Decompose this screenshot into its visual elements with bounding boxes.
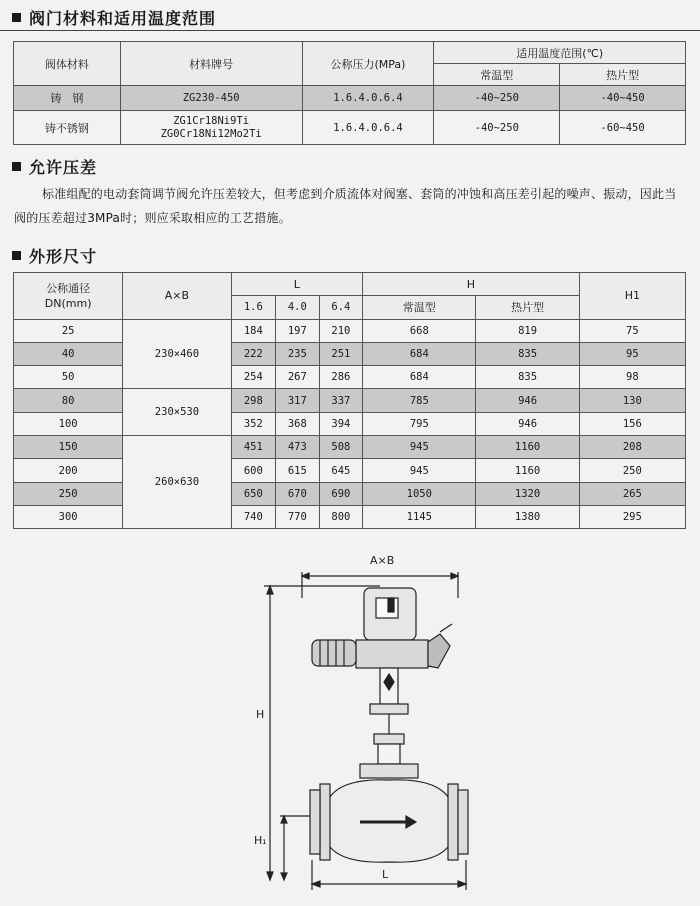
cell-hn: 785: [363, 389, 476, 412]
cell-grade-line-1: ZG1Cr18Ni9Ti: [173, 114, 250, 127]
cell-dn: 25: [14, 319, 123, 342]
cell-l3: 645: [319, 459, 363, 482]
cell-hn: 684: [363, 366, 476, 389]
table-row: [14, 389, 686, 412]
cell-h1: 75: [579, 319, 685, 342]
table-row: [14, 505, 686, 528]
cell-l2: 267: [276, 366, 320, 389]
cell-l1: 600: [231, 459, 276, 482]
cell-h1: 208: [579, 436, 685, 459]
table-row: [14, 412, 686, 435]
cell-l2: 317: [276, 389, 320, 412]
cell-l1: 740: [231, 505, 276, 528]
cell-h1: 250: [579, 459, 685, 482]
header-body-material: 阀体材料: [14, 42, 121, 86]
materials-table: [13, 41, 686, 145]
pressure-paragraph: 标准组配的电动套筒调节阀允许压差较大，但考虑到介质流体对阀塞、套筒的冲蚀和高压差引起的噪声、振动，因此当阀的压差超过3MPa时；则应采取相应的工艺措施。: [14, 187, 677, 225]
cell-hf: 1320: [476, 482, 579, 505]
cell-pressure: 1.6.4.0.6.4: [302, 86, 434, 111]
header-l-2: 4.0: [276, 296, 320, 319]
table-row: [14, 436, 686, 459]
cell-dn: 300: [14, 505, 123, 528]
cell-hn: 668: [363, 319, 476, 342]
cell-l2: 770: [276, 505, 320, 528]
header-grade: 材料牌号: [120, 42, 302, 86]
cell-l2: 615: [276, 459, 320, 482]
cell-l3: 800: [319, 505, 363, 528]
cell-dn: 50: [14, 366, 123, 389]
label-l: L: [382, 868, 389, 881]
cell-grade-line-2: ZG0Cr18Ni12Mo2Ti: [160, 127, 262, 140]
cell-l1: 254: [231, 366, 276, 389]
cell-material: 铸 钢: [14, 86, 121, 111]
cell-hn: 945: [363, 459, 476, 482]
cell-l1: 352: [231, 412, 276, 435]
cell-hf: 1160: [476, 436, 579, 459]
header-dn: [14, 273, 123, 320]
header-temp-range: 适用温度范围(℃): [434, 42, 686, 64]
cell-hn: 795: [363, 412, 476, 435]
cell-hn: 684: [363, 342, 476, 365]
cell-dn: 250: [14, 482, 123, 505]
cell-hf: 819: [476, 319, 579, 342]
cell-material: 铸不锈钢: [14, 111, 121, 145]
header-pressure: 公称压力(MPa): [302, 42, 434, 86]
table-row: [14, 342, 686, 365]
cell-l1: 298: [231, 389, 276, 412]
cell-l1: 222: [231, 342, 276, 365]
cell-l3: 210: [319, 319, 363, 342]
cell-h1: 265: [579, 482, 685, 505]
cell-fin-temp: -60~450: [560, 111, 686, 145]
table-row: [14, 111, 686, 145]
cell-l3: 337: [319, 389, 363, 412]
header-dn-unit: DN(mm): [44, 296, 92, 310]
cell-hf: 835: [476, 342, 579, 365]
header-h-fin: 热片型: [476, 296, 579, 319]
materials-section-title: 阀门材料和适用温度范围: [12, 6, 216, 29]
cell-l2: 473: [276, 436, 320, 459]
cell-hn: 945: [363, 436, 476, 459]
label-h1: H₁: [254, 834, 267, 847]
cell-grade: [120, 111, 302, 145]
cell-h1: 130: [579, 389, 685, 412]
table-row: [14, 86, 686, 111]
header-h: H: [363, 273, 580, 296]
header-fin: 热片型: [560, 64, 686, 86]
cell-l1: 650: [231, 482, 276, 505]
bullet-square-icon: [12, 13, 21, 22]
table-row: [14, 366, 686, 389]
cell-dn: 200: [14, 459, 123, 482]
cell-l2: 235: [276, 342, 320, 365]
cell-l3: 508: [319, 436, 363, 459]
cell-l3: 286: [319, 366, 363, 389]
table-row: [14, 319, 686, 342]
cell-hf: 1160: [476, 459, 579, 482]
cell-dn: 150: [14, 436, 123, 459]
table-row: [14, 482, 686, 505]
cell-hn: 1050: [363, 482, 476, 505]
header-l-3: 6.4: [319, 296, 363, 319]
cell-h1: 156: [579, 412, 685, 435]
cell-fin-temp: -40~450: [560, 86, 686, 111]
label-h: H: [256, 708, 265, 721]
cell-h1: 95: [579, 342, 685, 365]
header-h-normal: 常温型: [363, 296, 476, 319]
cell-l2: 368: [276, 412, 320, 435]
cell-hf: 946: [476, 389, 579, 412]
cell-dn: 40: [14, 342, 123, 365]
cell-h1: 295: [579, 505, 685, 528]
pressure-section-title: 允许压差: [12, 155, 97, 178]
cell-hf: 946: [476, 412, 579, 435]
bullet-square-icon: [12, 162, 21, 171]
valve-drawing: [240, 538, 480, 898]
header-l: L: [231, 273, 363, 296]
section-rule-1: [0, 30, 700, 31]
cell-l3: 690: [319, 482, 363, 505]
cell-grade: ZG230-450: [120, 86, 302, 111]
cell-hf: 1380: [476, 505, 579, 528]
cell-axb: 260×630: [123, 436, 231, 529]
header-l-1: 1.6: [231, 296, 276, 319]
dimensions-table: [13, 272, 686, 529]
cell-dn: 100: [14, 412, 123, 435]
cell-pressure: 1.6.4.0.6.4: [302, 111, 434, 145]
header-h1: H1: [579, 273, 685, 320]
cell-axb: 230×460: [123, 319, 231, 389]
cell-l2: 197: [276, 319, 320, 342]
cell-l3: 394: [319, 412, 363, 435]
cell-axb: 230×530: [123, 389, 231, 436]
label-axb: A×B: [370, 554, 395, 567]
header-dn-label: 公称通径: [46, 281, 91, 295]
header-normal: 常温型: [434, 64, 560, 86]
cell-hn: 1145: [363, 505, 476, 528]
cell-l1: 184: [231, 319, 276, 342]
cell-hf: 835: [476, 366, 579, 389]
cell-normal-temp: -40~250: [434, 86, 560, 111]
cell-l3: 251: [319, 342, 363, 365]
cell-l2: 670: [276, 482, 320, 505]
dims-section-title: 外形尺寸: [12, 244, 97, 267]
cell-dn: 80: [14, 389, 123, 412]
header-axb: A×B: [123, 273, 231, 320]
table-row: [14, 459, 686, 482]
cell-l1: 451: [231, 436, 276, 459]
bullet-square-icon: [12, 251, 21, 260]
cell-h1: 98: [579, 366, 685, 389]
cell-normal-temp: -40~250: [434, 111, 560, 145]
